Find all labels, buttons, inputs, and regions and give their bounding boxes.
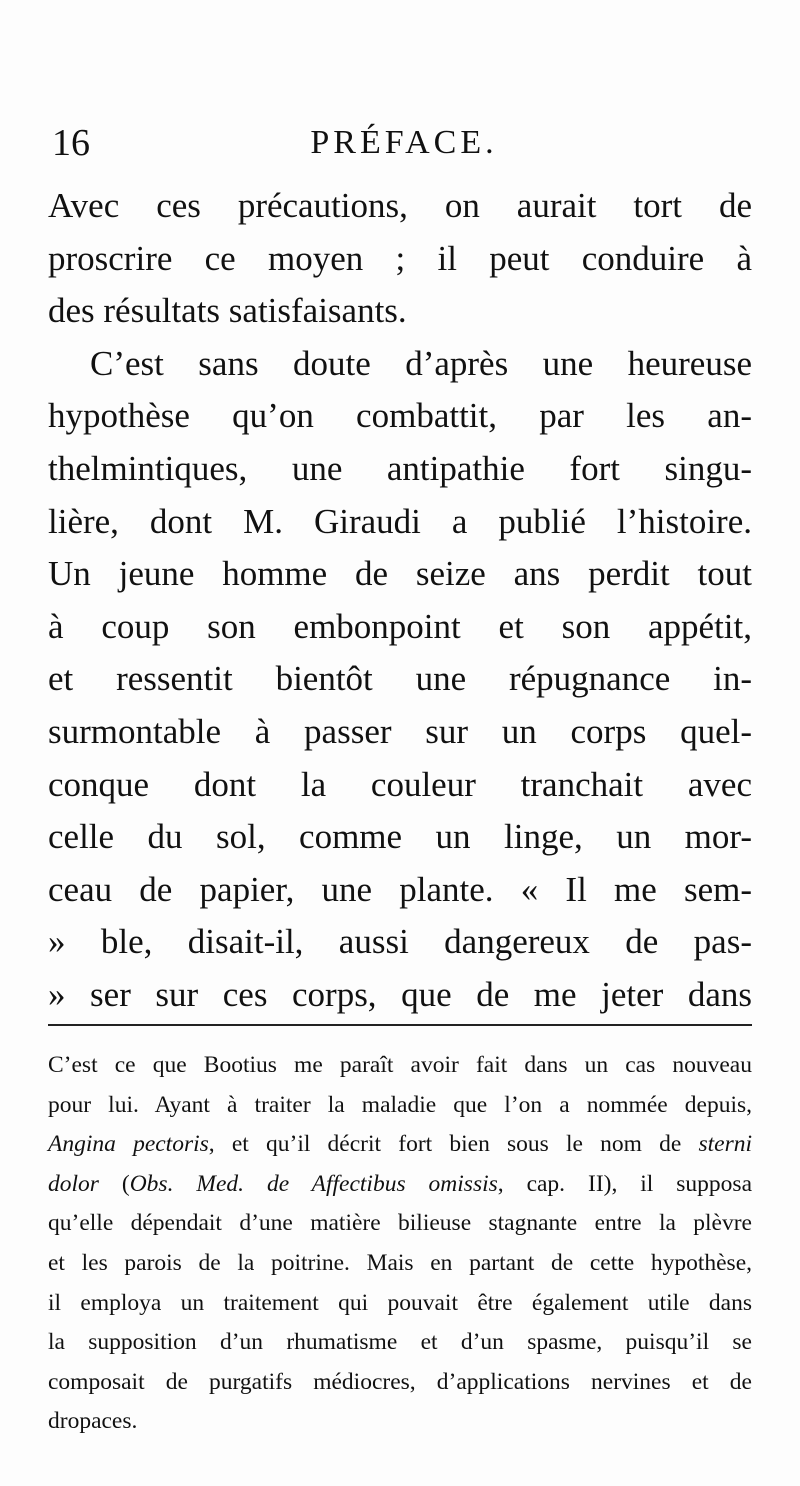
text-line: Avec ces précautions, on aurait tort de	[48, 186, 752, 225]
text-line: thelmintiques, une antipathie fort singu-	[48, 448, 752, 488]
footnote-text: (	[121, 1170, 130, 1197]
text-line: lière, dont M. Giraudi a publié l’histoire.	[48, 501, 752, 541]
page-header	[48, 118, 760, 168]
text-line: » ser sur ces corps, que de me jeter dans	[48, 974, 752, 1014]
footnote-divider	[48, 1024, 752, 1026]
text-line: C’est sans doute d’après une heureuse	[90, 343, 752, 383]
footnote-italic: dolor	[48, 1170, 99, 1197]
text-line: » ble, disait-il, aussi dangereux de pas-	[48, 922, 752, 962]
footnote-line: la supposition d’un rhumatisme et d’un spasme, puisqu’il se	[48, 1329, 752, 1356]
text-line: surmontable à passer sur un corps quel-	[48, 711, 752, 751]
text-line: des résultats satisfaisants.	[48, 291, 407, 331]
text-line: celle du sol, comme un linge, un mor-	[48, 817, 752, 857]
footnote-line: il employa un traitement qui pouvait être également utile dans	[48, 1289, 752, 1316]
footnote-italic: Angina pectoris	[48, 1131, 209, 1158]
page-number: 16	[52, 122, 90, 164]
footnote-line	[48, 1125, 752, 1165]
footnote-line	[48, 1165, 752, 1205]
text-line: et ressentit bientôt une répugnance in-	[48, 659, 752, 699]
text-line: ceau de papier, une plante. « Il me sem-	[48, 869, 752, 909]
footnote-line: C’est ce que Bootius me paraît avoir fait dans un cas nouveau	[48, 1052, 752, 1078]
footnote-line: et les parois de la poitrine. Mais en partant de cette hypothèse,	[48, 1249, 752, 1276]
footnote-text: , et qu’il décrit fort bien sous le nom de	[208, 1131, 682, 1158]
footnote-italic: Obs. Med. de Affectibus omissis	[129, 1170, 498, 1197]
footnote-line: dropaces.	[48, 1408, 138, 1435]
body-text	[48, 180, 752, 1022]
text-line: à coup son embonpoint et son appétit,	[48, 606, 752, 646]
footnote-line: pour lui. Ayant à traiter la maladie que l’on a nommée depuis,	[48, 1091, 752, 1118]
footnote	[48, 1046, 752, 1442]
footnote-italic: sterni	[698, 1131, 752, 1158]
text-line: proscrire ce moyen ; il peut conduire à	[48, 238, 752, 278]
footnote-line: qu’elle dépendait d’une matière bilieuse stagnante entre la plèvre	[48, 1210, 752, 1237]
text-line: hypothèse qu’on combattit, par les an-	[48, 396, 752, 436]
text-line: conque dont la couleur tranchait avec	[48, 764, 752, 804]
footnote-text: , cap. II), il supposa	[497, 1170, 752, 1197]
text-line: Un jeune homme de seize ans perdit tout	[48, 554, 752, 594]
footnote-line: composait de purgatifs médiocres, d’applications nervines et de	[48, 1368, 752, 1395]
running-title: PRÉFACE.	[310, 124, 498, 161]
